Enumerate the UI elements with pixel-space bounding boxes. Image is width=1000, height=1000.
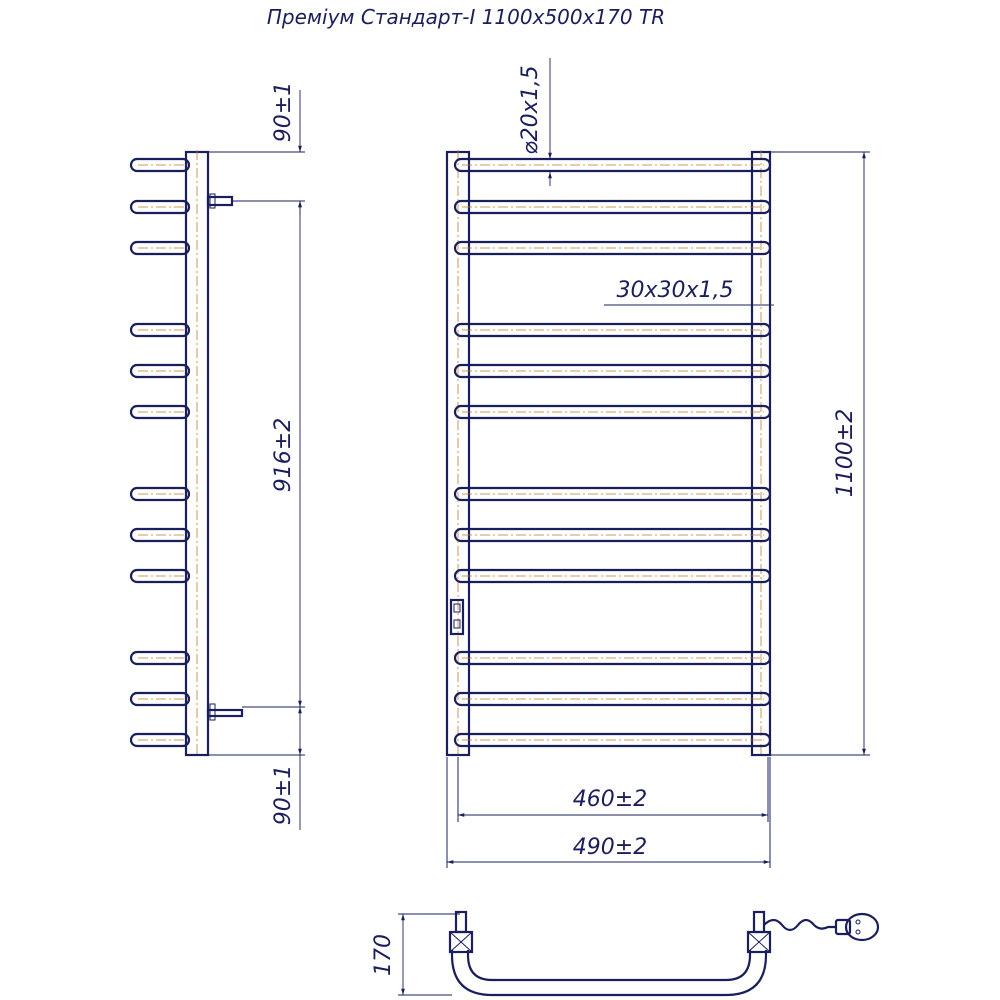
- dim-text-bottom-offset: 90±1: [271, 764, 296, 826]
- heater-socket-slot-bottom: [454, 620, 460, 628]
- top-view: [371, 912, 878, 995]
- top-view-rung-outer: [452, 950, 766, 995]
- top-view-rung-inner: [468, 950, 750, 980]
- plug-pin-a: [856, 920, 860, 924]
- dim-text-profile: 30x30x1,5: [616, 278, 734, 303]
- bottom-mount-bracket: [208, 710, 242, 716]
- top-mount-bracket: [208, 197, 232, 205]
- top-view-left-bracket: [456, 912, 466, 932]
- front-view: [447, 58, 870, 868]
- dim-text-top-offset: 90±1: [271, 81, 296, 143]
- dim-text-outer-width: 490±2: [572, 835, 648, 860]
- side-view: [131, 82, 305, 830]
- dim-text-inner-width: 460±2: [572, 787, 648, 812]
- dim-text-pipe-diameter: ⌀20x1,5: [518, 65, 543, 155]
- bottom-mount-clip: [210, 704, 215, 720]
- side-rungs: [131, 159, 189, 746]
- dim-text-mount-spacing: 916±2: [271, 417, 296, 493]
- dim-text-depth: 170: [371, 934, 396, 976]
- drawing-title: Преміум Стандарт-І 1100x500x170 TR: [266, 5, 666, 29]
- front-rungs: [455, 159, 770, 746]
- plug-pin-b: [856, 930, 860, 934]
- dim-text-height: 1100±2: [833, 408, 858, 498]
- power-cable: [764, 920, 836, 930]
- heater-socket-slot-top: [454, 604, 460, 612]
- heater-socket: [451, 600, 463, 634]
- top-view-right-bracket: [754, 912, 764, 932]
